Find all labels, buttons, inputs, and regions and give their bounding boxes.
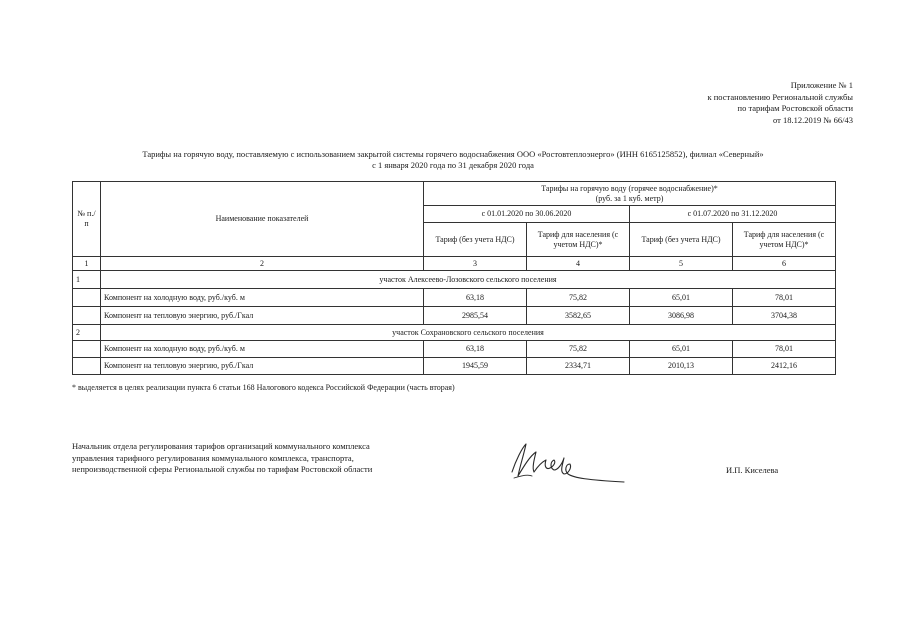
table-row (73, 341, 836, 358)
signer-line: непроизводственной сферы Региональной службы по тарифам Ростовской области (72, 464, 373, 474)
header-name: Наименование показателей (101, 182, 424, 257)
appendix-line: к постановлению Региональной службы (707, 91, 853, 102)
header-period-2: с 01.07.2020 по 31.12.2020 (630, 206, 836, 223)
header-group-title: Тарифы на горячую воду (горячее водоснабжение)* (541, 183, 718, 193)
signer-line: Начальник отдела регулирования тарифов организаций коммунального комплекса (72, 441, 370, 451)
section-row (73, 325, 836, 341)
row-num-empty (73, 358, 101, 375)
appendix-line: по тарифам Ростовской области (737, 103, 853, 113)
appendix-line: Приложение № 1 (790, 80, 853, 90)
row-value: 2334,71 (527, 358, 630, 375)
row-name: Компонент на тепловую энергию, руб./Гкал (101, 358, 424, 375)
column-number: 4 (527, 257, 630, 271)
row-num-empty (73, 289, 101, 307)
table-row (73, 358, 836, 375)
handwritten-signature (502, 438, 632, 488)
row-num-empty (73, 341, 101, 358)
section-title: участок Алексеево-Лозовского сельского поселения (101, 271, 836, 289)
header-tariff-population: Тариф для населения (с учетом НДС)* (733, 223, 836, 257)
row-value: 78,01 (733, 341, 836, 358)
column-number: 5 (630, 257, 733, 271)
header-group-unit: (руб. за 1 куб. метр) (595, 193, 664, 203)
table-row (73, 307, 836, 325)
column-number: 3 (424, 257, 527, 271)
column-numbers-row (73, 257, 836, 271)
row-value: 2412,16 (733, 358, 836, 375)
document-title (72, 149, 834, 171)
row-name: Компонент на тепловую энергию, руб./Гкал (101, 307, 424, 325)
header-num: № п./п (73, 182, 101, 257)
header-period-1: с 01.01.2020 по 30.06.2020 (424, 206, 630, 223)
title-period: с 1 января 2020 года по 31 декабря 2020 года (372, 160, 534, 170)
row-name: Компонент на холодную воду, руб./куб. м (101, 341, 424, 358)
signer-position (72, 441, 372, 476)
row-value: 63,18 (424, 341, 527, 358)
column-number: 2 (101, 257, 424, 271)
row-value: 75,82 (527, 289, 630, 307)
appendix-line: от 18.12.2019 № 66/43 (773, 114, 853, 125)
header-tariff-population: Тариф для населения (с учетом НДС)* (527, 223, 630, 257)
footnote: * выделяется в целях реализации пункта 6 статьи 168 Налогового кодекса Российской Федерации (часть вторая) (72, 383, 455, 392)
row-name: Компонент на холодную воду, руб./куб. м (101, 289, 424, 307)
row-value: 1945,59 (424, 358, 527, 375)
tariff-table (72, 181, 836, 375)
column-number: 1 (73, 257, 101, 271)
signer-line: управления тарифного регулирования коммунального комплекса, транспорта, (72, 452, 354, 463)
row-value: 65,01 (630, 289, 733, 307)
row-value: 3086,98 (630, 307, 733, 325)
row-value: 2985,54 (424, 307, 527, 325)
signer-name: И.П. Киселева (726, 465, 779, 475)
column-number: 6 (733, 257, 836, 271)
row-value: 75,82 (527, 341, 630, 358)
title-line: Тарифы на горячую воду, поставляемую с использованием закрытой системы горячего водоснабжения ООО «Ростовтеплоэнерго» (ИНН 6165125852), филиал «Северный» (142, 149, 764, 159)
row-num-empty (73, 307, 101, 325)
section-title: участок Сохрановского сельского поселения (101, 325, 836, 341)
header-tariff-no-vat: Тариф (без учета НДС) (424, 223, 527, 257)
header-tariff-no-vat: Тариф (без учета НДС) (630, 223, 733, 257)
row-value: 3704,38 (733, 307, 836, 325)
appendix-header (707, 80, 853, 126)
header-group (424, 182, 836, 206)
row-value: 78,01 (733, 289, 836, 307)
table-row (73, 289, 836, 307)
section-num: 1 (73, 271, 101, 289)
section-row (73, 271, 836, 289)
row-value: 2010,13 (630, 358, 733, 375)
row-value: 65,01 (630, 341, 733, 358)
row-value: 63,18 (424, 289, 527, 307)
section-num: 2 (73, 325, 101, 341)
row-value: 3582,65 (527, 307, 630, 325)
